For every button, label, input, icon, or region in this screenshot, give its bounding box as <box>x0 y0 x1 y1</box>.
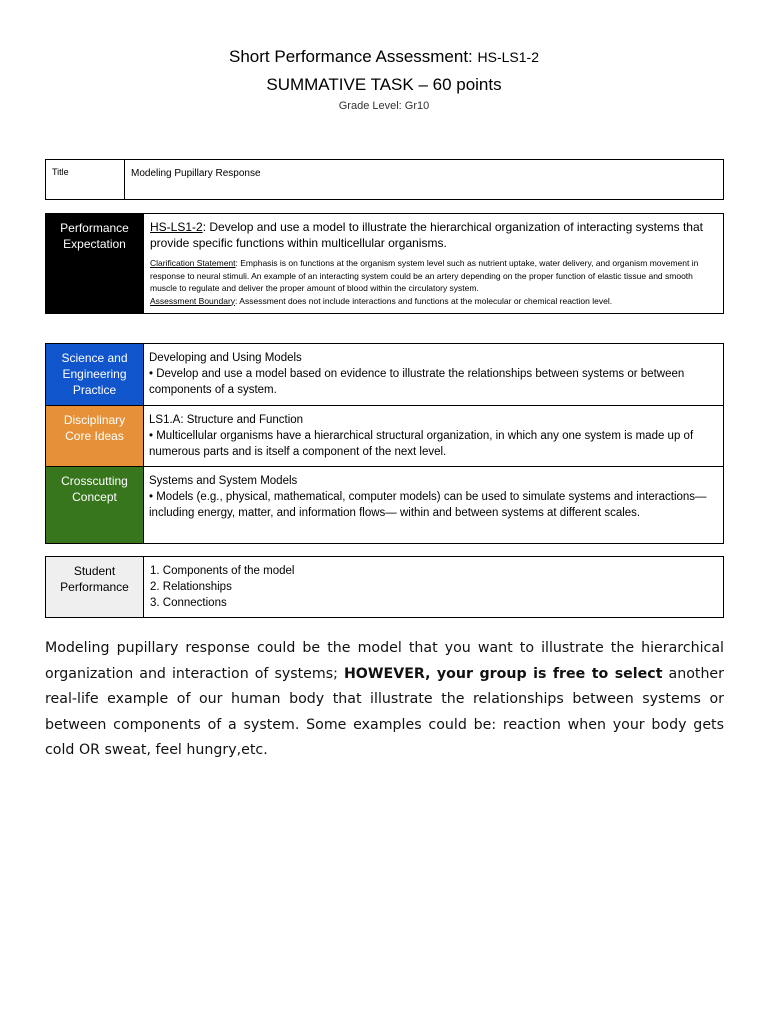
header-line-2: SUMMATIVE TASK – 60 points <box>266 75 502 94</box>
practices-table <box>45 343 724 544</box>
practice-cell <box>144 467 724 544</box>
header-prefix: Short Performance Assessment: <box>229 47 478 66</box>
clarification-label: Clarification Statement <box>150 258 236 268</box>
practice-text: • Models (e.g., physical, mathematical, computer models) can be used to simulate systems and interactions—including energy, matter, and information flows— within and between systems at different scales. <box>149 491 707 519</box>
clarification-statement <box>150 257 717 295</box>
paragraph-part-1: Modeling pupillary response could be the model that you want to illustrate the hierarchical organization and interaction of systems; <box>45 640 724 682</box>
student-performance-label: Student Performance <box>46 557 144 618</box>
clarification-text: : Emphasis is on functions at the organism system level such as nutrient uptake, water delivery, and organism movement in response to neural stimuli. An example of an interacting system could be an artery depending on the proper function of elastic tissue and smooth muscle to regulate and deliver the proper amount of blood within the circulatory system. <box>150 258 699 293</box>
title-label: Title <box>46 160 125 200</box>
pe-text: : Develop and use a model to illustrate the hierarchical organization of interacting systems that provide specific functions within multicellular organisms. <box>150 220 703 250</box>
practice-heading: Systems and System Models <box>149 475 298 487</box>
practice-cell <box>144 406 724 467</box>
performance-expectation-cell <box>144 214 724 314</box>
practice-heading: LS1.A: Structure and Function <box>149 414 304 426</box>
practice-row <box>46 344 724 406</box>
practice-row <box>46 467 724 544</box>
header-line-1 <box>0 47 768 67</box>
assessment-boundary <box>150 295 717 308</box>
student-performance-item: 2. Relationships <box>150 581 232 593</box>
practice-label: Disciplinary Core Ideas <box>46 406 144 467</box>
practice-label: Crosscutting Concept <box>46 467 144 544</box>
paragraph-bold: HOWEVER, your group is free to select <box>343 665 663 682</box>
pe-code: HS-LS1-2 <box>150 220 203 234</box>
performance-expectation-label: Performance Expectation <box>46 214 144 314</box>
paragraph-part-2: another real-life example of our human body that illustrate the relationships between systems or between components of a system. Some examples could be: reaction when your body gets cold OR sweat, feel hungry,etc. <box>45 665 724 758</box>
performance-expectation-text <box>150 219 717 251</box>
title-table <box>45 159 724 200</box>
student-performance-cell <box>144 557 724 618</box>
instructions-paragraph <box>45 636 724 764</box>
title-value: Modeling Pupillary Response <box>125 160 724 200</box>
practice-heading: Developing and Using Models <box>149 352 302 364</box>
practice-cell <box>144 344 724 406</box>
practice-text: • Multicellular organisms have a hierarchical structural organization, in which any one system is made up of numerous parts and is itself a component of the next level. <box>149 430 694 458</box>
practice-row <box>46 406 724 467</box>
practice-text: • Develop and use a model based on evidence to illustrate the relationships between systems or between components of a system. <box>149 368 685 396</box>
practice-label: Science and Engineering Practice <box>46 344 144 406</box>
performance-expectation-table <box>45 213 724 314</box>
grade-level: Grade Level: Gr10 <box>338 100 430 112</box>
student-performance-table <box>45 556 724 618</box>
boundary-label: Assessment Boundary <box>150 295 236 306</box>
student-performance-item: 1. Components of the model <box>150 565 295 577</box>
student-performance-item: 3. Connections <box>150 597 227 609</box>
boundary-text: : Assessment does not include interactions and functions at the molecular or chemical reaction level. <box>235 295 613 306</box>
header-code: HS-LS1-2 <box>477 49 539 65</box>
